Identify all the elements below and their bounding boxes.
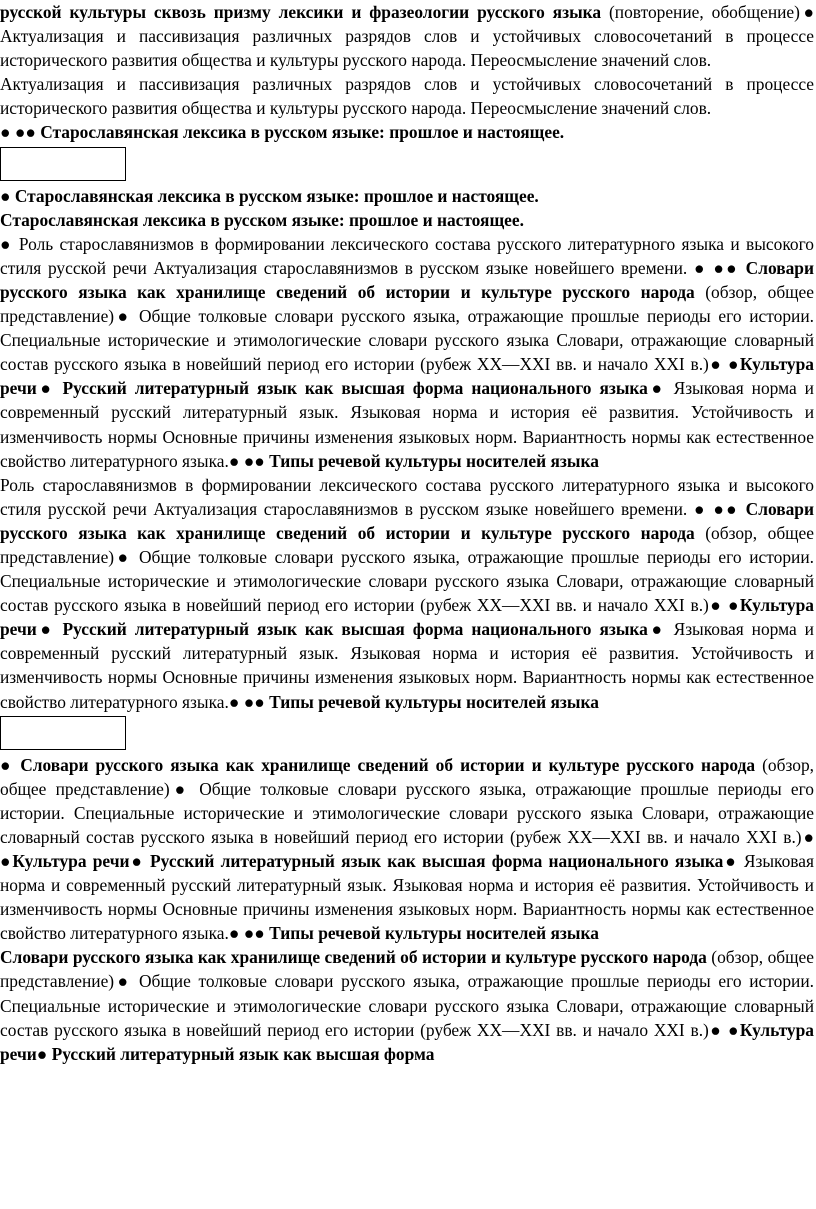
- text-segment: Языковая норма и современный русский литературный язык. Языковая норма и история её развития. Устойчивость и изменчивость нормы Основные причины изменения языковых норм. Вариантность нормы как естественное свойство литературного языка.: [0, 619, 814, 712]
- bold-text-segment: ● Старославянская лексика в русском языке: прошлое и настоящее.: [0, 185, 539, 206]
- paragraph: [0, 184, 814, 208]
- bold-text-segment: Культура речи● Русский литературный язык как высшая форма: [0, 1019, 814, 1064]
- bold-text-segment: Старославянская лексика в русском языке: прошлое и настоящее.: [0, 209, 524, 230]
- text-segment: (обзор, общее представление)● Общие толковые словари русского языка, отражающие прошлые периоды его истории. Специальные исторические и этимологические словари русского языка Словари, отражающие словарный состав русского языка в новейший период его истории (рубеж XX—XXI вв. и начало XXI в.)● ●: [0, 754, 814, 871]
- bold-text-segment: Культура речи● Русский литературный язык как высшая форма национального языка●: [12, 851, 738, 871]
- bold-text-segment: Словари русского языка как хранилище сведений об истории и культуре русского народа: [0, 947, 707, 968]
- text-segment: Языковая норма и современный русский литературный язык. Языковая норма и история её развития. Устойчивость и изменчивость нормы Основные причины изменения языковых норм. Вариантность нормы как естественное свойство литературного языка.: [0, 378, 814, 471]
- paragraph: [0, 120, 814, 144]
- bold-text-segment: ● ●● Старославянская лексика в русском языке: прошлое и настоящее.: [0, 122, 565, 143]
- paragraph: [0, 473, 814, 714]
- paragraph: [0, 208, 814, 232]
- bold-text-segment: ● ●● Типы речевой культуры носителей языка: [228, 450, 599, 471]
- text-segment: Роль старославянизмов в формировании лексического состава русского литературного языка и высокого стиля русской речи Актуализация старославянизмов в русском языке новейшего времени.: [0, 474, 814, 519]
- paragraph: [0, 945, 814, 1065]
- bold-text-segment: русской культуры сквозь призму лексики и фразеологии русского языка: [0, 2, 602, 22]
- text-segment: (обзор, общее представление)● Общие толковые словари русского языка, отражающие прошлые периоды его истории. Специальные исторические и этимологические словари русского языка Словари, отражающие словарный состав русского языка в новейший период его истории (рубеж XX—XXI вв. и начало XXI в.)● ●: [0, 947, 814, 1040]
- paragraph: [0, 753, 814, 946]
- empty-box-frame: [0, 147, 126, 181]
- bold-text-segment: Культура речи● Русский литературный язык как высшая форма национального языка●: [0, 354, 814, 399]
- bold-text-segment: Культура речи● Русский литературный язык как высшая форма национального языка●: [0, 595, 814, 640]
- text-segment: (обзор, общее представление)● Общие толковые словари русского языка, отражающие прошлые периоды его истории. Специальные исторические и этимологические словари русского языка Словари, отражающие словарный состав русского языка в новейший период его истории (рубеж XX—XXI вв. и начало XXI в.)● ●: [0, 281, 814, 375]
- empty-box-frame: [0, 716, 126, 750]
- text-segment: (повторение, обобщение)● Актуализация и пассивизация различных разрядов слов и устойчивых словосочетаний в процессе исторического развития общества и культуры русского народа. Переосмысление значений слов.: [0, 2, 814, 71]
- bold-text-segment: ● ●● Типы речевой культуры носителей языка: [228, 691, 599, 712]
- text-segment: ● Роль старославянизмов в формировании лексического состава русского литературного языка и высокого стиля русской речи Актуализация старославянизмов в русском языке новейшего времени.: [0, 233, 814, 278]
- bold-text-segment: ● ●● Словари русского языка как хранилище сведений об истории и культуре русского народа: [0, 257, 814, 302]
- paragraph: [0, 232, 814, 473]
- text-segment: Актуализация и пассивизация различных разрядов слов и устойчивых словосочетаний в процессе исторического развития общества и культуры русского народа. Переосмысление значений слов.: [0, 74, 814, 119]
- text-segment: Языковая норма и современный русский литературный язык. Языковая норма и история её развития. Устойчивость и изменчивость нормы Основные причины изменения языковых норм. Вариантность нормы как естественное свойство литературного языка.: [0, 851, 814, 944]
- bold-text-segment: ● Словари русского языка как хранилище сведений об истории и культуре русского народа: [0, 754, 756, 775]
- paragraph: [0, 0, 814, 72]
- text-segment: (обзор, общее представление)● Общие толковые словари русского языка, отражающие прошлые периоды его истории. Специальные исторические и этимологические словари русского языка Словари, отражающие словарный состав русского языка в новейший период его истории (рубеж XX—XXI вв. и начало XXI в.)● ●: [0, 522, 814, 616]
- bold-text-segment: ● ●● Типы речевой культуры носителей языка: [228, 923, 599, 944]
- bold-text-segment: ● ●● Словари русского языка как хранилище сведений об истории и культуре русского народа: [0, 498, 814, 543]
- paragraph: [0, 72, 814, 120]
